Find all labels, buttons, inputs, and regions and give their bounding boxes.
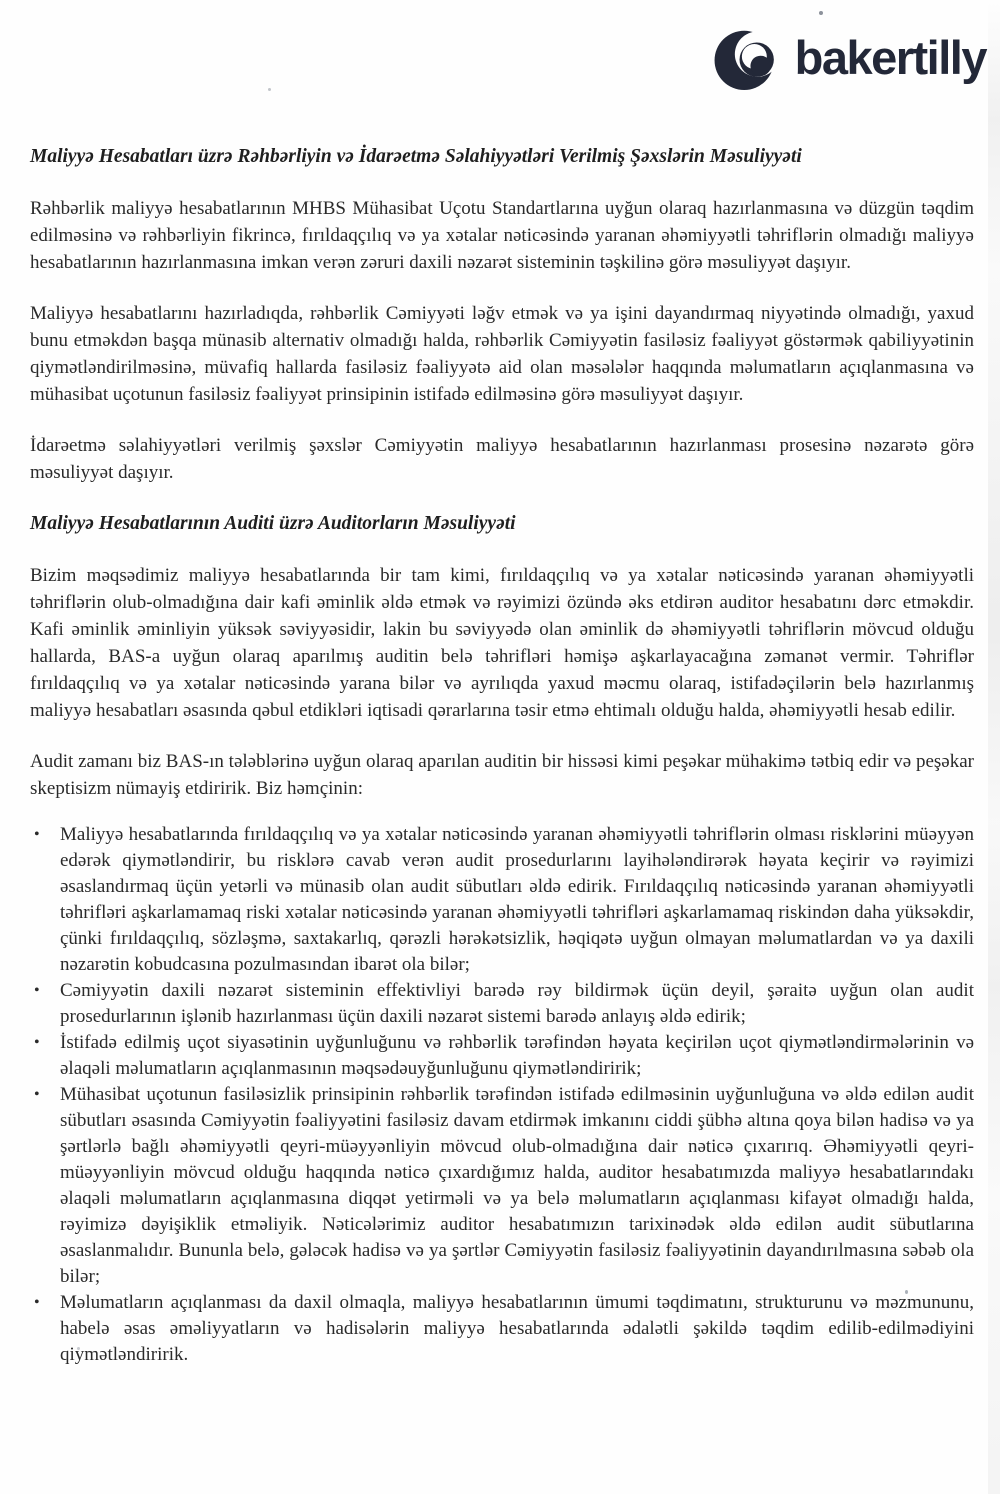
paragraph-governance: İdarəetmə səlahiyyətləri verilmiş şəxslər Cəmiyyətin maliyyə hesabatlarının hazırlanması prosesinə nəzarətə görə məsuliyyət daşıyır.	[30, 435, 974, 483]
heading-management-responsibility: Maliyyə Hesabatları üzrə Rəhbərliyin və İdarəetmə Səlahiyyətləri Verilmiş Şəxslərin Məsuliyyəti	[30, 146, 802, 167]
heading-auditor-responsibility: Maliyyə Hesabatlarının Auditi üzrə Auditorların Məsuliyyəti	[30, 513, 516, 534]
bullet-item-risk-assessment: • Maliyyə hesabatlarında fırıldaqçılıq və ya xətalar nəticəsində yaranan əhəmiyyətli təhriflərin olması risklərini müəyyən edərək qiymətləndirir, bu risklərə cavab verən audit prosedurlarını layihələndirərək həyata keçirir və rəyimizi əsaslandırmaq üçün yetərli və münasib olan audit sübutları əldə edirik. Fırıldaqçılıq nəticəsində yaranan əhəmiyyətli təhrifləri aşkarlamamaq riski xətalar nəticəsində yaranan əhəmiyyətli təhrifləri aşkarlamamaq riskindən daha yüksəkdir, çünki fırıldaqçılıq, sözləşmə, saxtakarlıq, qərəzli hərəkətsizlik, həqiqətə uyğun olmayan məlumatlardan və ya daxili nəzarətin kobudcasına pozulmasından ibarət ola bilər;	[30, 822, 974, 978]
document-content	[0, 143, 1000, 1368]
scan-speck	[268, 88, 271, 91]
bakertilly-logo-icon	[713, 22, 791, 98]
paragraph-management-1: Rəhbərlik maliyyə hesabatlarının MHBS Mühasibat Uçotu Standartlarına uyğun olaraq hazırlanmasına və düzgün təqdim edilməsinə və rəhbərliyin fikrincə, fırıldaqçılıq və ya xətalar nəticəsində yaranan əhəmiyyətli təhriflərin olmadığı maliyyə hesabatlarının hazırlanmasına imkan verən zəruri daxili nəzarət sisteminin təşkilinə görə məsuliyyət daşıyır.	[30, 198, 974, 273]
audit-procedures-list	[30, 822, 974, 1368]
bullet-item-accounting-policies: • İstifadə edilmiş uçot siyasətinin uyğunluğunu və rəhbərlik tərəfindən həyata keçirilən uçot qiymətləndirmələrinin və əlaqəli məlumatların açıqlanmasının məqsədəuyğunluğunu qiymətləndiririk;	[30, 1030, 974, 1082]
bullet-item-overall-presentation: • Məlumatların açıqlanması da daxil olmaqla, maliyyə hesabatlarının ümumi təqdimatını, strukturunu və məzmununu, habelə əsas əməliyyatların və hadisələrin maliyyə hesabatlarında ədalətli şəkildə təqdim edilib-edilmədiyini qiymətləndiririk.	[30, 1290, 974, 1368]
scan-speck	[819, 11, 823, 15]
bullet-item-going-concern: • Mühasibat uçotunun fasiləsizlik prinsipinin rəhbərlik tərəfindən istifadə edilməsinin uyğunluğuna və əldə edilən audit sübutları əsasında Cəmiyyətin fəaliyyətini fasiləsiz davam etdirmək imkanını ciddi şübhə altına qoya bilən hadisə və ya şərtlərlə bağlı əhəmiyyətli qeyri-müəyyənliyin mövcud olub-olmadığına dair nəticə çıxarırıq. Əhəmiyyətli qeyri-müəyyənliyin mövcud olduğu haqqında nəticə çıxardığımız halda, auditor hesabatımızda maliyyə hesabatlarındakı əlaqəli məlumatların açıqlanmasına diqqət yetirməli və ya belə məlumatların açıqlanması kifayət olmadığı halda, rəyimizə dəyişiklik etməliyik. Nəticələrimiz auditor hesabatımızın tarixinədək əldə edilən audit sübutlarına əsaslanmalıdır. Bununla belə, gələcək hadisə və ya şərtlər Cəmiyyətin fasiləsiz fəaliyyətinin dayandırılmasına səbəb ola bilər;	[30, 1082, 974, 1290]
paragraph-auditor-objective: Bizim məqsədimiz maliyyə hesabatlarında bir tam kimi, fırıldaqçılıq və ya xətalar nəticəsində yaranan əhəmiyyətli təhriflərin olub-olmadığına dair kafi əminlik əldə etmək və rəyimizi özündə əks etdirən auditor hesabatını dərc etməkdir. Kafi əminlik əminliyin yüksək səviyyəsidir, lakin bu səviyyədə olan əminlik də əhəmiyyətli təhriflərin mövcud olduğu hallarda, BAS-a uyğun olaraq aparılmış auditin belə təhrifləri həmişə aşkarlayacağına zəmanət vermir. Təhriflər fırıldaqçılıq və ya xətalar nəticəsində yarana bilər və ayrılıqda yaxud məcmu olaraq, istifadəçilərin belə hazırlanmış maliyyə hesabatları əsasında qəbul etdikləri iqtisadi qərarlarına təsir etmə ehtimalı olduğu halda, əhəmiyyətli hesab edilir.	[30, 565, 974, 721]
bakertilly-logo	[713, 22, 986, 98]
bullet-item-internal-control: • Cəmiyyətin daxili nəzarət sisteminin effektivliyi barədə rəy bildirmək üçün deyil, şəraitə uyğun olan audit prosedurlarının işlənib hazırlanması üçün daxili nəzarət sistemi barədə anlayış əldə edirik;	[30, 978, 974, 1030]
paragraph-management-2: Maliyyə hesabatlarını hazırladıqda, rəhbərlik Cəmiyyəti ləğv etmək və ya işini dayandırmaq niyyətində olmadığı, yaxud bunu etməkdən başqa münasib alternativ olmadığı halda, rəhbərlik Cəmiyyətin fasiləsiz fəaliyyət göstərmək qabiliyyətinin qiymətləndirilməsinə, müvafiq hallarda fasiləsiz fəaliyyətə aid olan məsələlər haqqında məlumatların açıqlanmasına və mühasibat uçotunun fasiləsiz fəaliyyət prinsipinin istifadə edilməsinə görə məsuliyyət daşıyır.	[30, 303, 974, 405]
bakertilly-wordmark: bakertilly	[794, 30, 986, 84]
paragraph-auditor-judgement: Audit zamanı biz BAS-ın tələblərinə uyğun olaraq aparılan auditin bir hissəsi kimi peşəkar mühakimə tətbiq edir və peşəkar skeptisizm nümayiş etdiririk. Biz həmçinin:	[30, 751, 974, 799]
